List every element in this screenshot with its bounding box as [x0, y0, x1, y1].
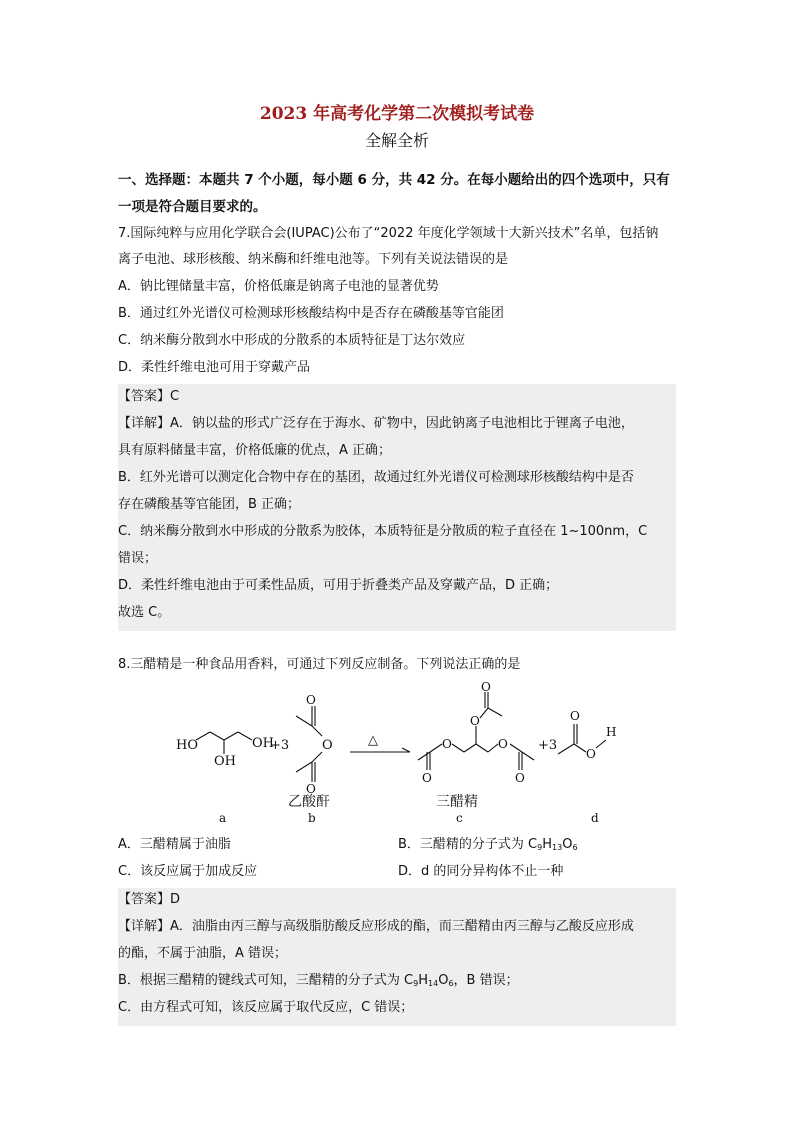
- triacetin-o-top: O: [481, 680, 491, 694]
- acetic-anhydride-structure: [296, 706, 322, 782]
- coefficient-3-right: +3: [538, 738, 558, 753]
- section-heading-line-1: 一、选择题：本题共 7 个小题，每小题 6 分，共 42 分。在每小题给出的四个选项中，只有: [118, 172, 670, 188]
- q8-option-b: B．三醋精的分子式为 $C_9H_{13}O_6$: [398, 837, 578, 852]
- triacetin-o-carbonyl-right: O: [515, 771, 525, 785]
- atom-oh-bottom: OH: [214, 754, 236, 769]
- glycerol-structure: [196, 732, 252, 754]
- name-acetic-anhydride: 乙酸酐: [288, 794, 330, 810]
- reaction-scheme: [118, 678, 678, 828]
- label-d: d: [591, 811, 599, 825]
- page-subtitle: 全解全析: [364, 131, 429, 150]
- atom-o-bridge: O: [322, 738, 333, 753]
- q8-explain-line-2: 的酯，不属于油脂，A 错误；: [118, 946, 288, 961]
- acetic-acid-h: H: [606, 725, 617, 739]
- q8-explain-line-1: 【详解】A．油脂由丙三醇与高级脂肪酸反应形成的酯，而三醋精由丙三醇与乙酸反应形成: [118, 919, 634, 934]
- q8-option-d: D．d 的同分异构体不止一种: [398, 864, 564, 879]
- q7-option-d: D．柔性纤维电池可用于穿戴产品: [118, 360, 311, 375]
- q8-explain-line-4: C．由方程式可知，该反应属于取代反应，C 错误；: [118, 1000, 414, 1015]
- acetic-acid-structure: [558, 724, 606, 754]
- heat-symbol: △: [368, 733, 378, 748]
- atom-oh-right: OH: [252, 736, 274, 751]
- q8-option-a: A．三醋精属于油脂: [118, 837, 231, 852]
- triacetin-o-right: O: [498, 737, 508, 751]
- q7-option-a: A．钠比锂储量丰富，价格低廉是钠离子电池的显著优势: [118, 279, 439, 294]
- atom-ho: HO: [176, 738, 198, 753]
- atom-o-top: O: [306, 693, 316, 707]
- q7-answer: 【答案】C: [118, 389, 180, 404]
- triacetin-structure: [418, 692, 534, 770]
- label-b: b: [308, 811, 316, 825]
- triacetin-o-left: O: [442, 737, 452, 751]
- page-title: 2023 年高考化学第二次模拟考试卷: [259, 104, 535, 124]
- q7-explain-line-5: C．纳米酶分散到水中形成的分散系为胶体，本质特征是分散质的粒子直径在 1~100nm，C: [118, 524, 648, 539]
- q7-option-c: C．纳米酶分散到水中形成的分散系的本质特征是丁达尔效应: [118, 333, 466, 348]
- q8-answer: 【答案】D: [118, 892, 181, 907]
- q7-option-b: B．通过红外光谱仪可检测球形核酸结构中是否存在磷酸基等官能团: [118, 306, 504, 321]
- q7-explain-line-3: B．红外光谱可以测定化合物中存在的基团，故通过红外光谱仪可检测球形核酸结构中是否: [118, 470, 634, 485]
- acetic-acid-o-carbonyl: O: [570, 709, 580, 723]
- section-heading-line-2: 一项是符合题目要求的。: [118, 199, 267, 215]
- label-a: a: [219, 811, 227, 825]
- q7-stem-line-1: 7.国际纯粹与应用化学联合会(IUPAC)公布了“2022 年度化学领域十大新兴技术”名单，包括钠: [118, 226, 659, 241]
- q7-explain-line-8: 故选 C。: [118, 605, 171, 620]
- q7-explain-line-1: 【详解】A．钠以盐的形式广泛存在于海水、矿物中，因此钠离子电池相比于锂离子电池，: [118, 416, 634, 431]
- name-triacetin: 三醋精: [436, 794, 478, 810]
- q7-explain-line-7: D．柔性纤维电池由于可柔性品质，可用于折叠类产品及穿戴产品，D 正确；: [118, 578, 559, 593]
- q7-explain-line-6: 错误；: [118, 551, 158, 566]
- triacetin-o-middle: O: [470, 714, 480, 728]
- triacetin-o-carbonyl-left: O: [422, 771, 432, 785]
- q7-stem-line-2: 离子电池、球形核酸、纳米酶和纤维电池等。下列有关说法错误的是: [118, 252, 509, 267]
- atom-o-bottom: O: [306, 782, 316, 796]
- q8-explain-line-3: B．根据三醋精的键线式可知，三醋精的分子式为 $C_9H_{14}O_6$，B 错误；: [118, 973, 519, 988]
- reaction-arrow: [350, 748, 410, 752]
- q8-stem: 8.三醋精是一种食品用香料，可通过下列反应制备。下列说法正确的是: [118, 657, 521, 672]
- acetic-acid-o: O: [586, 747, 596, 761]
- coefficient-3-left: +3: [270, 738, 290, 753]
- label-c: c: [456, 811, 463, 825]
- q7-explain-line-4: 存在磷酸基等官能团，B 正确；: [118, 497, 301, 512]
- q8-option-c: C．该反应属于加成反应: [118, 864, 258, 879]
- q7-explain-line-2: 具有原料储量丰富，价格低廉的优点，A 正确；: [118, 443, 392, 458]
